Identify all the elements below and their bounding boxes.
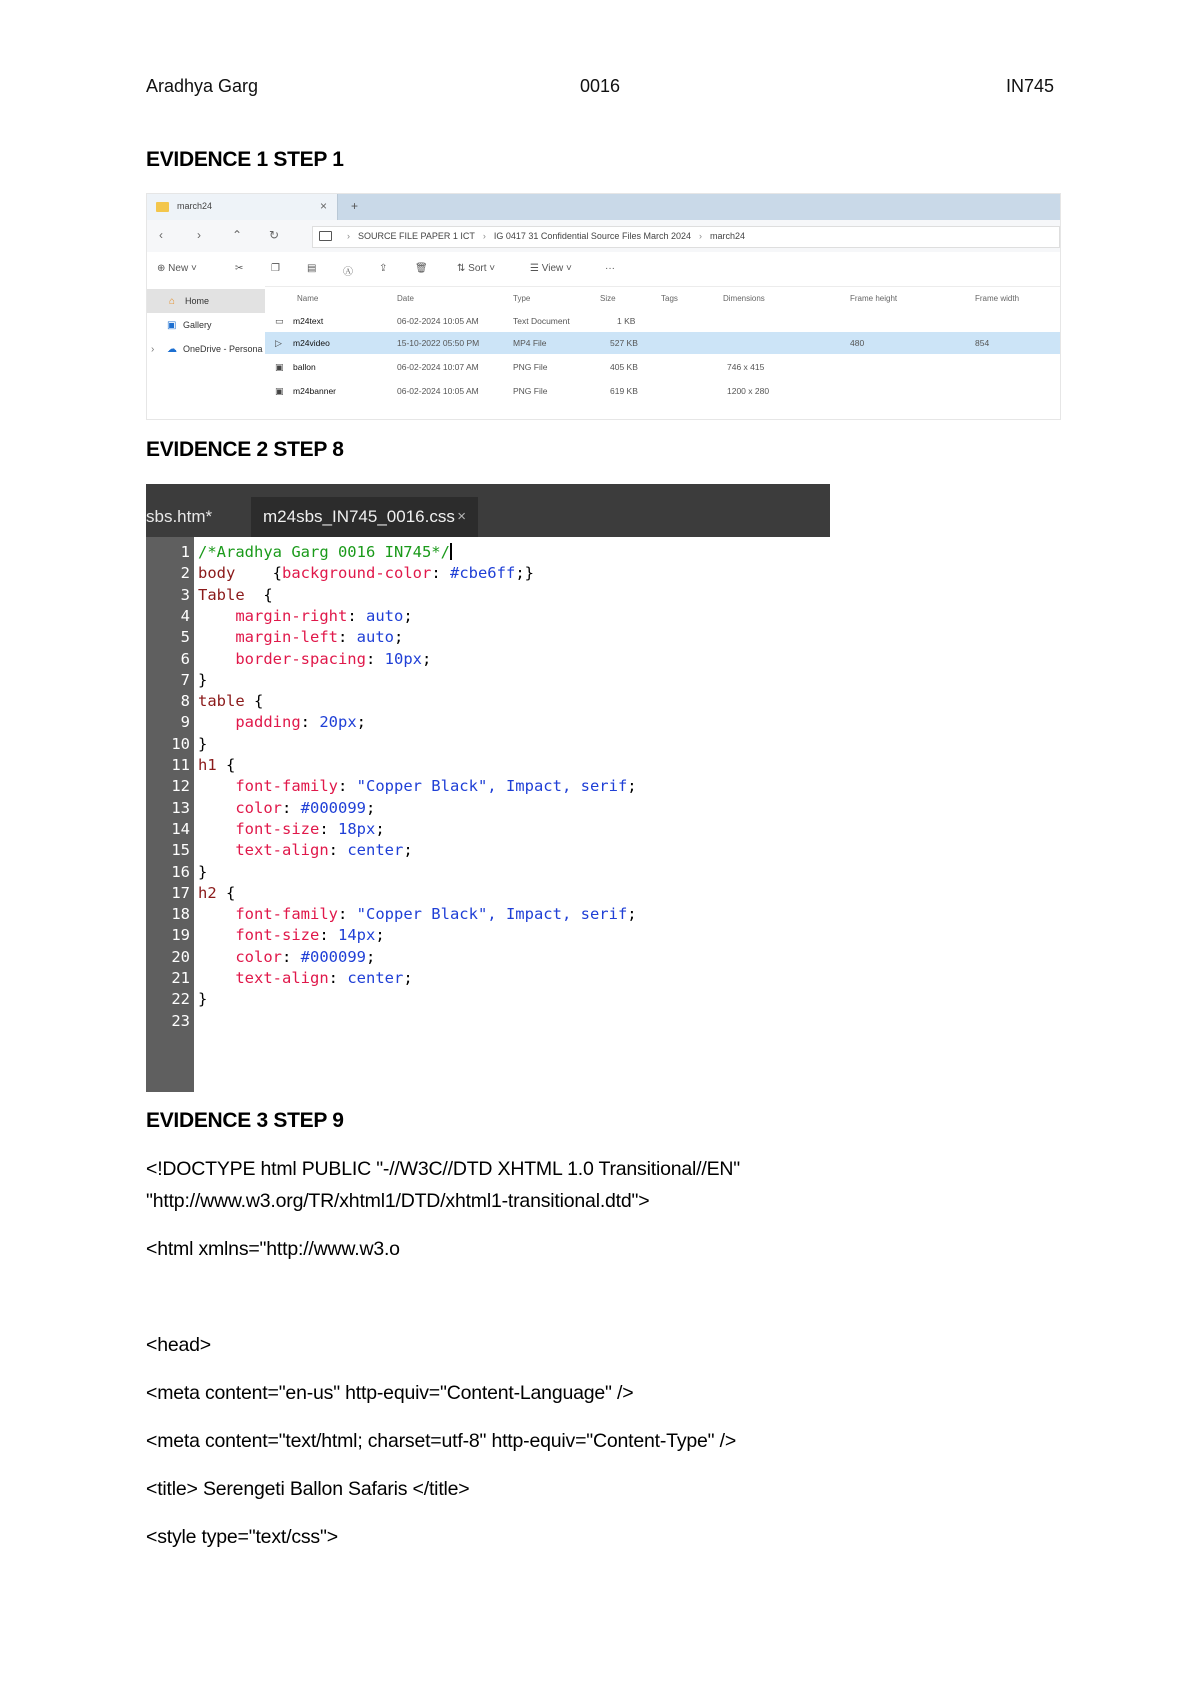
code-token: :: [328, 841, 348, 860]
code-token: ;: [627, 905, 637, 924]
breadcrumb-item[interactable]: SOURCE FILE PAPER 1 ICT: [358, 231, 475, 241]
code-token: padding: [198, 713, 301, 732]
file-row[interactable]: [265, 356, 1060, 378]
line-number: 10: [171, 734, 190, 753]
code-token: :: [282, 798, 301, 817]
file-type: PNG File: [513, 362, 548, 372]
code-token: ;: [403, 969, 413, 987]
code-token: {: [244, 585, 273, 604]
code-token: :: [319, 819, 338, 838]
code-token: ;: [356, 713, 366, 732]
code-token: font-size: [198, 926, 320, 945]
file-dimensions: 746 x 415: [727, 362, 765, 372]
address-bar[interactable]: [312, 226, 1060, 248]
editor-tab-css-label: m24sbs_IN745_0016.css: [263, 507, 455, 526]
line-number: 5: [180, 628, 190, 647]
column-header-tags[interactable]: Tags: [661, 294, 678, 303]
header-student-name: Aradhya Garg: [146, 76, 259, 96]
editor-tab-css[interactable]: [251, 497, 478, 537]
code-token: ;}: [515, 564, 534, 583]
line-number: 23: [171, 1011, 190, 1030]
explorer-nav-bar: [147, 220, 1060, 253]
line-number: 13: [171, 798, 190, 817]
share-icon[interactable]: ⇪: [379, 263, 388, 274]
code-token: {: [272, 564, 282, 583]
code-token: :: [328, 969, 348, 987]
file-date: 06-02-2024 10:05 AM: [397, 316, 479, 326]
view-button[interactable]: ☰ View ˅: [530, 263, 572, 274]
line-number: 22: [171, 990, 190, 1009]
new-button[interactable]: ⊕ New ˅: [157, 263, 197, 274]
code-token: :: [319, 926, 338, 945]
code-token: ;: [421, 649, 432, 668]
code-token: :: [282, 947, 301, 966]
file-name: m24video: [293, 338, 330, 348]
sidebar-item-gallery[interactable]: [147, 313, 265, 337]
code-token: ;: [375, 819, 385, 838]
code-token: color: [198, 798, 282, 817]
line-number: 6: [180, 649, 190, 668]
file-type: PNG File: [513, 386, 548, 396]
file-name: ballon: [293, 362, 316, 372]
line-number: 2: [180, 564, 190, 583]
code-text-line: <meta content="en-us" http-equiv="Content-Language" />: [146, 1382, 634, 1404]
code-token: {: [216, 883, 236, 902]
code-token: background-color: [282, 564, 432, 583]
code-token: #000099: [300, 798, 366, 817]
line-number: 17: [171, 883, 190, 902]
file-name: m24text: [293, 316, 324, 326]
code-token: :: [347, 606, 366, 625]
breadcrumb-chevron-icon: ›: [482, 231, 486, 241]
sidebar-item-label: Home: [185, 296, 210, 306]
column-header-size[interactable]: Size: [600, 294, 616, 303]
line-number: 7: [180, 670, 190, 689]
code-token: auto: [356, 628, 394, 647]
code-token: #000099: [300, 947, 366, 966]
code-token: ;: [393, 628, 404, 647]
evidence-2-heading: EVIDENCE 2 STEP 8: [146, 438, 344, 461]
new-tab-icon[interactable]: +: [351, 199, 359, 213]
refresh-icon[interactable]: ↻: [269, 228, 280, 242]
folder-icon: [156, 202, 169, 212]
home-icon: ⌂: [169, 296, 176, 307]
code-token: font-family: [198, 777, 338, 796]
code-token: h2: [198, 883, 217, 902]
column-header-frame-height[interactable]: Frame height: [850, 294, 898, 303]
line-number: 9: [180, 713, 190, 732]
editor-tab-html[interactable]: sbs.htm*: [146, 507, 213, 526]
code-token: 14px: [338, 926, 376, 945]
code-token: Table: [198, 585, 245, 604]
code-token: table: [198, 692, 245, 711]
code-token: }: [198, 990, 208, 1009]
line-number: 20: [171, 947, 190, 966]
file-dimensions: 1200 x 280: [727, 386, 770, 396]
code-text-line: <title> Serengeti Ballon Safaris </title>: [146, 1478, 470, 1500]
code-token: {: [244, 692, 264, 711]
sort-button-label: Sort: [468, 263, 487, 274]
back-icon[interactable]: ‹: [159, 228, 163, 242]
forward-icon[interactable]: ›: [197, 228, 201, 242]
code-token: :: [337, 628, 357, 647]
close-tab-icon[interactable]: ×: [319, 199, 327, 213]
line-number: 11: [171, 756, 190, 774]
code-token: border-spacing: [198, 649, 366, 668]
code-token: text-align: [198, 969, 329, 987]
code-token: "Copper Black", Impact, serif: [356, 777, 628, 796]
text-cursor: [450, 543, 452, 560]
code-token: :: [431, 564, 450, 583]
code-token: ;: [403, 841, 413, 860]
code-token: :: [337, 905, 357, 924]
code-token: margin-left: [198, 628, 338, 647]
code-text-line: <meta content="text/html; charset=utf-8" http-equiv="Content-Type" />: [146, 1430, 737, 1452]
delete-icon[interactable]: 🗑: [415, 263, 428, 274]
column-header-dimensions[interactable]: Dimensions: [723, 294, 765, 303]
breadcrumb-item[interactable]: IG 0417 31 Confidential Source Files March 2024: [493, 231, 691, 241]
code-token: ;: [403, 606, 413, 625]
file-frame-height: 480: [850, 338, 865, 348]
explorer-tab-bar: [147, 194, 1060, 220]
sidebar-item-home[interactable]: [147, 289, 265, 313]
code-token: ;: [366, 798, 376, 817]
gallery-icon: ▣: [167, 320, 177, 331]
file-row[interactable]: [265, 380, 1060, 402]
chevron-right-icon[interactable]: ›: [151, 344, 155, 355]
code-text-line: <head>: [146, 1334, 211, 1356]
code-token: 20px: [319, 713, 357, 732]
code-token: }: [198, 862, 208, 881]
copy-icon[interactable]: ❐: [271, 263, 280, 274]
file-type: Text Document: [513, 316, 570, 326]
more-options-icon[interactable]: ···: [605, 263, 615, 274]
code-token: {: [216, 756, 236, 774]
sort-button[interactable]: ⇅ Sort ˅: [457, 263, 496, 274]
monitor-icon: [319, 231, 332, 241]
code-token: :: [337, 777, 357, 796]
code-token: 18px: [338, 819, 376, 838]
code-token: font-size: [198, 819, 320, 838]
rename-icon[interactable]: Ⓐ: [343, 267, 353, 278]
code-token: #cbe6ff: [449, 564, 516, 583]
explorer-sidebar: [147, 286, 265, 420]
evidence-3-heading: EVIDENCE 3 STEP 9: [146, 1109, 344, 1132]
code-token: h1: [198, 756, 217, 774]
code-token: }: [198, 734, 208, 753]
code-token: margin-right: [198, 606, 348, 625]
header-candidate-number: 0016: [579, 76, 621, 96]
code-token: center: [347, 969, 404, 987]
breadcrumb-item[interactable]: march24: [709, 231, 745, 241]
file-list: [265, 286, 1060, 420]
header-centre-code: IN745: [1005, 76, 1054, 96]
code-text-line: "http://www.w3.org/TR/xhtml1/DTD/xhtml1-transitional.dtd">: [146, 1190, 650, 1212]
code-token: color: [198, 947, 282, 966]
file-explorer-screenshot: [146, 193, 1061, 420]
file-frame-width: 854: [975, 338, 990, 348]
column-header-frame-width[interactable]: Frame width: [975, 294, 1020, 303]
line-number: 18: [171, 905, 190, 924]
file-row[interactable]: [265, 332, 1060, 354]
code-token: 10px: [384, 649, 422, 668]
evidence-1-heading: EVIDENCE 1 STEP 1: [146, 148, 344, 171]
code-token: /*Aradhya Garg 0016 IN745*/: [198, 543, 450, 561]
code-token: ;: [627, 777, 637, 796]
line-number: 19: [171, 926, 190, 945]
column-header-date[interactable]: Date: [397, 294, 414, 303]
code-token: body: [198, 564, 273, 583]
close-tab-icon[interactable]: ×: [457, 508, 466, 525]
video-file-icon: ▷: [275, 338, 282, 348]
paste-icon[interactable]: ▤: [307, 263, 317, 274]
breadcrumb-chevron-icon: ›: [347, 231, 350, 241]
image-file-icon: ▣: [275, 386, 284, 396]
cut-icon[interactable]: ✂: [235, 263, 244, 274]
code-token: text-align: [198, 841, 329, 860]
explorer-tab-label: march24: [177, 201, 213, 211]
line-number: 21: [171, 969, 190, 987]
file-row[interactable]: [265, 310, 1060, 332]
explorer-toolbar: [147, 252, 1060, 287]
column-header-type[interactable]: Type: [513, 294, 531, 303]
image-file-icon: ▣: [275, 362, 284, 372]
text-file-icon: ▭: [275, 316, 284, 326]
file-size: 405 KB: [610, 362, 638, 372]
view-button-label: View: [541, 263, 564, 274]
file-type: MP4 File: [513, 338, 547, 348]
code-token: "Copper Black", Impact, serif: [356, 905, 628, 924]
file-size: 619 KB: [610, 386, 638, 396]
breadcrumb: [339, 231, 745, 241]
line-number: 16: [171, 862, 190, 881]
sidebar-item-label: OneDrive - Persona: [183, 344, 263, 354]
code-token: :: [365, 649, 385, 668]
line-number: 14: [171, 819, 190, 838]
code-text-line: <style type="text/css">: [146, 1526, 338, 1548]
file-size: 527 KB: [610, 338, 638, 348]
file-name: m24banner: [293, 386, 337, 396]
line-number-gutter: [146, 537, 194, 1092]
new-button-label: New: [168, 263, 189, 274]
code-text-line: <!DOCTYPE html PUBLIC "-//W3C//DTD XHTML 1.0 Transitional//EN": [146, 1158, 740, 1180]
sidebar-item-onedrive[interactable]: [147, 337, 265, 361]
explorer-tab[interactable]: [147, 194, 338, 220]
breadcrumb-chevron-icon: ›: [698, 231, 702, 241]
line-number: 3: [180, 585, 190, 604]
code-token: ;: [375, 926, 385, 945]
file-date: 15-10-2022 05:50 PM: [397, 338, 480, 348]
line-number: 1: [180, 543, 190, 561]
file-size: 1 KB: [617, 316, 636, 326]
line-number: 12: [171, 777, 190, 796]
code-text-line: <html xmlns="http://www.w3.o: [146, 1238, 400, 1260]
line-number: 15: [171, 841, 190, 860]
code-area[interactable]: [194, 537, 830, 1092]
column-header-name[interactable]: Name: [297, 294, 319, 303]
line-number: 8: [180, 692, 190, 711]
code-token: font-family: [198, 905, 338, 924]
code-editor-screenshot: [146, 484, 830, 1092]
code-token: center: [347, 841, 404, 860]
code-token: auto: [365, 606, 404, 625]
code-token: ;: [366, 947, 376, 966]
line-number: 4: [180, 606, 190, 625]
file-date: 06-02-2024 10:05 AM: [397, 386, 479, 396]
file-date: 06-02-2024 10:07 AM: [397, 362, 479, 372]
up-icon[interactable]: ⌃: [232, 228, 243, 242]
sidebar-item-label: Gallery: [183, 320, 212, 330]
editor-tab-bar: [146, 484, 830, 537]
code-token: :: [300, 713, 320, 732]
cloud-icon: ☁: [167, 344, 177, 355]
code-token: }: [198, 670, 208, 689]
